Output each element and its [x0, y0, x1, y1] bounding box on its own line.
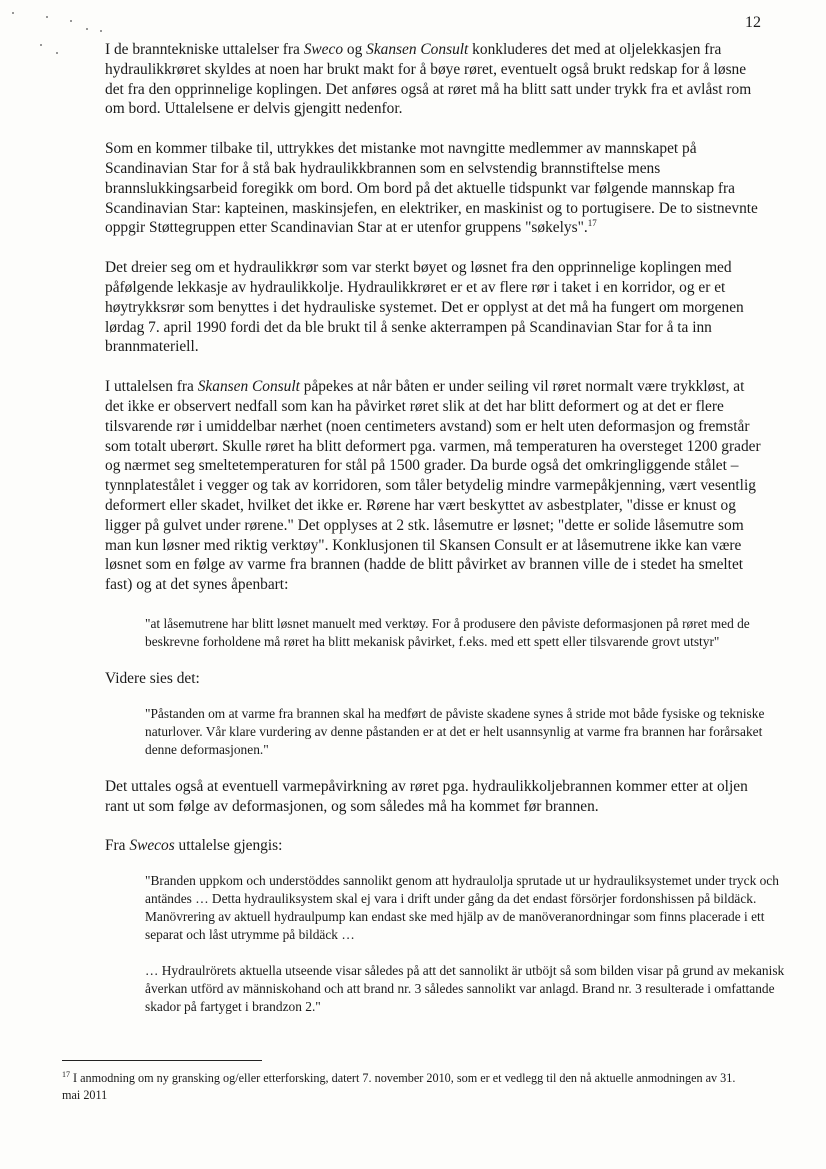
paragraph-4: I uttalelsen fra Skansen Consult påpekes at når båten er under seiling vil røret normalt være trykkløst, at det ikke er observert nedfall som kan ha påvirket røret slik at det har blitt deformert og at det er flere tilsvarende rør i umiddelbar nærhet (noen centimeters avstand) som er helt uten deformasjon og fremstår som totalt uberørt. Skulle røret ha blitt deformert pga. varmen, må temperaturen ha oversteget 1200 grader og nærmet seg smeltetemperaturen for stål på 1500 grader. Da burde også det omkringliggende stålet – tynnplatestålet i vegger og tak av korridoren, som tåler betydelig mindre varmepåkjenning, vært vesentlig deformert eller skadet, hvilket det ikke er. Rørene har vært beskyttet av asbestplater, "disse er knust og ligger på gulvet under rørene." Det opplyses at 2 stk. låsemutre er løsnet; "dette er solide låsemutre som man kun løsner med riktig verktøy". Konklusjonen til Skansen Consult er at låsemutrene ikke kan være løsnet som en følge av varme fra brannen (hadde de blitt påvirket av brannen ville de i stedet ha smeltet fast) og at det synes åpenbart:	[105, 378, 761, 594]
scan-speck	[46, 16, 48, 18]
source-name-sweco: Swecos	[129, 837, 175, 855]
block-quote-3: "Branden uppkom och understöddes sannolikt genom att hydraulolja sprutade ut ur hydrauliksystemet under tryck och antändes … Detta hydrauliksystem skal ej vara i drift under gång da det endast försörjer fordonshissen på bildäck. Manövrering av aktuell hydraulpump kan endast ske med hjälp av de manöveranordningar som finns placerade i ett separat och låst utrymme på bildäck …	[145, 873, 779, 943]
source-name-skansen: Skansen Consult	[366, 41, 469, 58]
block-quote-4: … Hydraulrörets aktuella utseende visar således på att det sannolikt är utböjt så som bilden visar på grund av mekanisk åverkan utförd av människohand och att brand nr. 3 således sannolikt var anlagd. Brand nr. 3 resulterade i omfattande skador på fartyget i brandzon 2."	[145, 963, 785, 1015]
paragraph-5: Videre sies det:	[105, 669, 200, 687]
page-number: 12	[745, 14, 761, 31]
footnote-divider	[62, 1060, 262, 1061]
block-quote-2: "Påstanden om at varme fra brannen skal ha medført de påviste skadene synes å stride mot både fysiske og tekniske naturlover. Vår klare vurdering av denne påstanden er at det er helt usannsynlig at varme fra brannen har forårsaket denne deformasjonen."	[145, 705, 765, 757]
body-text	[105, 40, 785, 1034]
scan-speck	[70, 20, 72, 22]
scan-speck	[56, 52, 58, 54]
scan-speck	[40, 44, 42, 46]
scan-speck	[100, 30, 102, 32]
scan-speck	[86, 28, 88, 30]
paragraph-2: Som en kommer tilbake til, uttrykkes det mistanke mot navngitte medlemmer av mannskapet på Scandinavian Star for å stå bak hydraulikkbrannen som en selvstendig brannstiftelse mens brannslukkingsarbeid foregikk om bord. Om bord på det aktuelle tidspunkt var følgende mannskap fra Scandinavian Star: kapteinen, maskinsjefen, en elektriker, en maskinist og to portugisere. De to sistnevnte oppgir Støttegruppen etter Scandinavian Star at er utenfor gruppens "søkelys".$^{17}$	[105, 140, 758, 237]
paragraph-3: Det dreier seg om et hydraulikkrør som var sterkt bøyet og løsnet fra den opprinnelige koplingen med påfølgende lekkasje av hydraulikkolje. Hydraulikkrøret er et av flere rør i taket i en korridor, og er et høytrykksrør som benyttes i det hydrauliske systemet. Det er opplyst at det må ha fungert om morgenen lørdag 7. april 1990 fordi det da ble brukt til å senke akterrampen på Scandinavian Star for å ta inn brannmateriell.	[105, 259, 744, 356]
footnote-text: I anmodning om ny gransking og/eller etterforsking, datert 7. november 2010, som er et vedlegg til den nå aktuelle anmodningen av 31. mai 2011	[62, 1071, 736, 1102]
paragraph-1: I de branntekniske uttalelser fra Sweco og Skansen Consult konkluderes det med at oljelekkasjen fra hydraulikkrøret skyldes at noen har brukt makt for å bøye røret, eventuelt også brukt redskap for å løsne det fra den opprinnelige koplingen. Det anføres også at røret må ha blitt satt under trykk fra et avlåst rom om bord. Uttalelsene er delvis gjengitt nedenfor.	[105, 41, 752, 118]
footnote-reference: 17	[587, 218, 597, 229]
scan-speck	[12, 12, 14, 14]
source-name-skansen: Skansen Consult	[197, 378, 300, 396]
footnote	[62, 1070, 742, 1104]
footnote-number: 17	[62, 1070, 70, 1079]
paragraph-6: Det uttales også at eventuell varmepåvirkning av røret pga. hydraulikkoljebrannen kommer etter at oljen rant ut som følge av deformasjonen, og som således må ha kommet før brannen.	[105, 777, 748, 815]
block-quote-1: "at låsemutrene har blitt løsnet manuelt med verktøy. For å produsere den påviste deformasjonen på røret med de beskrevne forholdene må røret ha blitt mekanisk påvirket, f.eks. med ett spett eller tilsvarende grovt utstyr"	[145, 615, 750, 649]
paragraph-7: Fra Swecos uttalelse gjengis:	[105, 837, 283, 855]
source-name-sweco: Sweco	[303, 41, 344, 58]
